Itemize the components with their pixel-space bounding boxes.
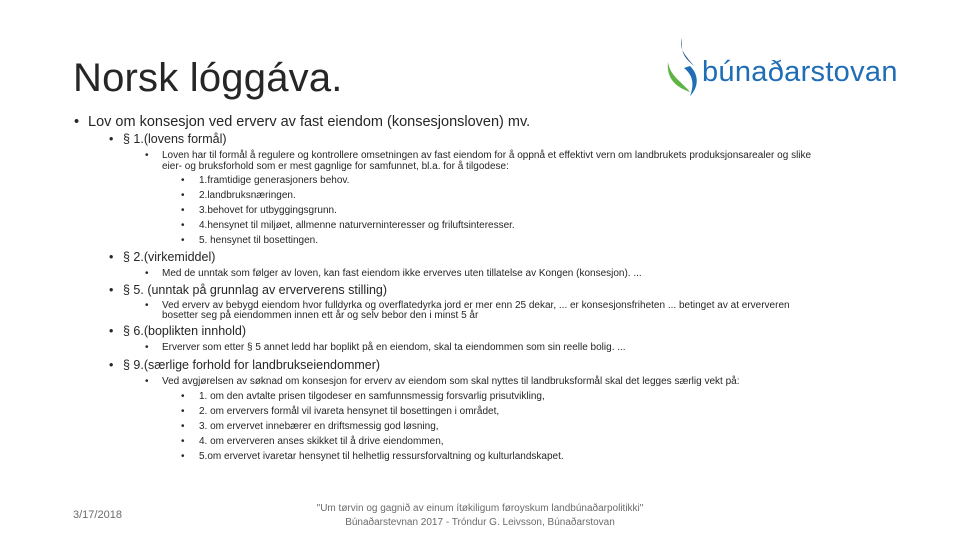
footer-date: 3/17/2018 [73, 509, 122, 521]
section-2-heading: § 2.(virkemiddel) [123, 250, 216, 264]
footer-caption [270, 502, 690, 530]
list-item: 1.framtidige generasjoners behov. [199, 175, 350, 186]
bullet-level3: • [145, 150, 149, 161]
bullet-level4: • [181, 436, 185, 447]
bullet-level2: • [109, 250, 114, 264]
bullet-level4: • [181, 406, 185, 417]
law-title: Lov om konsesjon ved erverv av fast eiendom (konsesjonsloven) mv. [88, 114, 531, 130]
bullet-level4: • [181, 175, 185, 186]
bullet-level3: • [145, 376, 149, 387]
section-6-heading: § 6.(boplikten innhold) [123, 324, 246, 338]
list-item: 4.hensynet til miljøet, allmenne naturverninteresser og friluftsinteresser. [199, 220, 515, 231]
bullet-level4: • [181, 190, 185, 201]
list-item: 1. om den avtalte prisen tilgodeser en samfunnsmessig forsvarlig prisutvikling, [199, 391, 545, 402]
footer-line-1: "Um tørvin og gagnið av einum ítøkiligum føroyskum landbúnaðarpolitikki" [316, 503, 644, 514]
bullet-level4: • [181, 391, 185, 402]
bullet-level4: • [181, 451, 185, 462]
list-item: 3.behovet for utbyggingsgrunn. [199, 205, 337, 216]
list-item: 2. om erververs formål vil ivareta hensynet til bosettingen i området, [199, 406, 500, 417]
logo-green-swoosh-icon [668, 62, 690, 92]
section-5-text-cont: bosetter seg på eiendommen innen ett år og selv bebor den i minst 5 år [162, 310, 479, 321]
slide-title: Norsk lóggáva. [73, 56, 343, 100]
bullet-level4: • [181, 235, 185, 246]
logo-blue-swoosh-icon [684, 66, 697, 96]
bullet-level3: • [145, 342, 149, 353]
list-item: 5.om ervervet ivaretar hensynet til helhetlig ressursforvaltning og kulturlandskapet. [199, 451, 564, 462]
section-5-heading: § 5. (unntak på grunnlag av erververens stilling) [123, 283, 388, 297]
footer-line-2: Búnaðarstevnan 2017 - Tróndur G. Leivsson, Búnaðarstovan [345, 517, 615, 528]
section-6-text: Erverver som etter § 5 annet ledd har boplikt på en eiendom, skal ta eiendommen som sin reelle bolig. ... [162, 342, 626, 353]
bullet-level4: • [181, 205, 185, 216]
list-item: 4. om erververen anses skikket til å drive eiendommen, [199, 436, 444, 447]
logo-text: búnaðarstovan [702, 56, 898, 88]
logo-dark-swoosh-icon [681, 38, 694, 66]
section-9-heading: § 9.(særlige forhold for landbrukseiendommer) [123, 358, 381, 372]
section-5-text: Ved erverv av bebygd eiendom hvor fulldyrka og overflatedyrka jord er mer enn 25 dekar, ... er konsesjonsfriheten ... betinget av at erververen [162, 300, 790, 311]
bullet-level2: • [109, 324, 114, 338]
section-1-heading: § 1.(lovens formål) [123, 132, 227, 146]
bullet-level3: • [145, 300, 149, 311]
list-item: 3. om ervervet innebærer en driftsmessig god løsning, [199, 421, 439, 432]
bullet-level3: • [145, 268, 149, 279]
section-2-text: Med de unntak som følger av loven, kan fast eiendom ikke erverves uten tillatelse av Kongen (konsesjon). ... [162, 268, 642, 279]
bullet-level2: • [109, 283, 114, 297]
section-1-text-cont: eier- og bruksforhold som er mest gagnlige for samfunnet, bl.a. for å tilgodese: [162, 161, 509, 172]
bullet-level2: • [109, 132, 114, 146]
section-9-text: Ved avgjørelsen av søknad om konsesjon for erverv av eiendom som skal nyttes til landbruksformål skal det legges særlig vekt på: [162, 376, 740, 387]
list-item: 5. hensynet til bosettingen. [199, 235, 318, 246]
section-1-text: Loven har til formål å regulere og kontrollere omsetningen av fast eiendom for å oppnå et effektivt vern om landbrukets produksjonsarealer og slike [162, 150, 812, 161]
bullet-level4: • [181, 421, 185, 432]
bullet-level2: • [109, 358, 114, 372]
bullet-level1: • [74, 114, 80, 130]
bullet-level4: • [181, 220, 185, 231]
list-item: 2.landbruksnæringen. [199, 190, 296, 201]
